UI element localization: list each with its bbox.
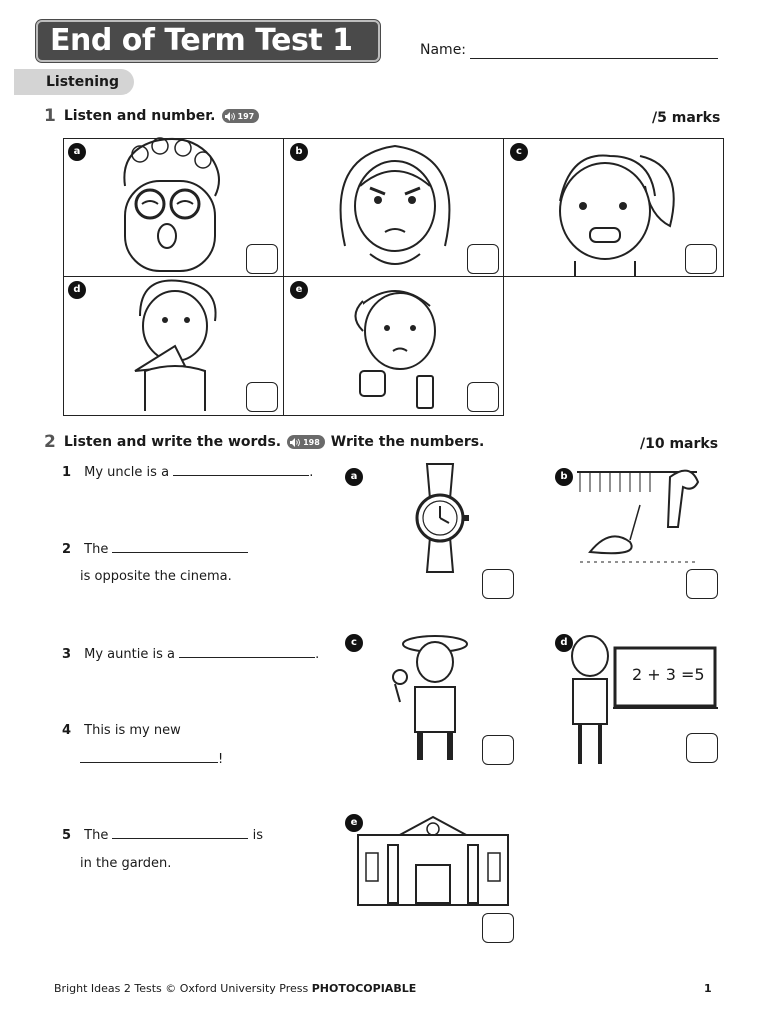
- q1-letter-b: b: [290, 143, 308, 161]
- answer-blank-3[interactable]: [179, 646, 315, 658]
- sentence-5: [62, 827, 263, 843]
- q1-letter-d: d: [68, 281, 86, 299]
- q2-letter-a: a: [345, 468, 363, 486]
- q2-heading: [44, 432, 484, 452]
- answer-blank-5[interactable]: [112, 827, 248, 839]
- q2-instruction-2: Write the numbers.: [330, 434, 485, 450]
- sentence-2-line2: is opposite the cinema.: [80, 569, 232, 584]
- q1-answer-box-c[interactable]: [685, 244, 717, 274]
- q1-instruction: Listen and number.: [63, 108, 216, 124]
- sentence-text: My auntie is a: [84, 647, 175, 662]
- q1-marks: /5 marks: [652, 110, 721, 126]
- q1-letter-a: a: [68, 143, 86, 161]
- q1-heading: [44, 106, 259, 126]
- sentence-end: .: [315, 647, 320, 662]
- q2-letter-c: c: [345, 634, 363, 652]
- sentence-3: [62, 646, 319, 662]
- q2-answer-box-a[interactable]: [482, 569, 514, 599]
- scared-girl-image: [545, 136, 685, 276]
- sentence-text: The: [84, 828, 109, 843]
- q2-letter-b: b: [555, 468, 573, 486]
- name-label: Name:: [420, 42, 467, 58]
- sentence-number: 5: [62, 828, 72, 843]
- sentence-end: .: [309, 465, 314, 480]
- sentence-2: [62, 541, 248, 557]
- answer-blank-4[interactable]: [80, 751, 218, 763]
- q2-answer-box-c[interactable]: [482, 735, 514, 765]
- q1-letter-c: c: [510, 143, 528, 161]
- boy-glasses-image: [115, 136, 225, 276]
- speaker-icon: [290, 438, 300, 447]
- footer-copyright: Bright Ideas 2 Tests © Oxford University Press: [54, 982, 309, 995]
- track-number: 197: [237, 111, 255, 121]
- park-umbrella-image: [575, 462, 700, 572]
- q2-instruction: Listen and write the words.: [63, 434, 282, 450]
- sentence-number: 1: [62, 465, 72, 480]
- sentence-4-line2: [80, 751, 223, 767]
- sentence-end: is: [252, 828, 263, 843]
- boy-pizza-image: [125, 276, 225, 414]
- sad-girl-image: [345, 276, 445, 414]
- sentence-end: !: [218, 752, 224, 767]
- q1-letter-e: e: [290, 281, 308, 299]
- sentence-1: [62, 464, 313, 480]
- q1-answer-box-a[interactable]: [246, 244, 278, 274]
- sentence-number: 2: [62, 542, 72, 557]
- q1-answer-box-d[interactable]: [246, 382, 278, 412]
- q2-answer-box-d[interactable]: [686, 733, 718, 763]
- audio-badge[interactable]: [287, 435, 325, 449]
- page-number: 1: [704, 982, 712, 995]
- museum-image: [356, 815, 511, 907]
- audio-badge[interactable]: [222, 109, 260, 123]
- page-title: End of Term Test 1: [36, 20, 380, 62]
- q1-answer-box-e[interactable]: [467, 382, 499, 412]
- q2-marks: /10 marks: [640, 436, 719, 452]
- section-tab-listening: Listening: [14, 69, 134, 95]
- sentence-4: [62, 723, 181, 738]
- footer-photocopiable: PHOTOCOPIABLE: [311, 982, 417, 995]
- blackboard-text: 2 + 3 =5: [632, 665, 705, 684]
- angry-girl-image: [330, 136, 460, 276]
- sentence-text: My uncle is a: [84, 465, 170, 480]
- sentence-text: This is my new: [84, 723, 181, 738]
- answer-blank-1[interactable]: [173, 464, 309, 476]
- q2-letter-d: d: [555, 634, 573, 652]
- footer: [54, 982, 416, 995]
- q2-letter-e: e: [345, 814, 363, 832]
- sentence-number: 3: [62, 647, 72, 662]
- q1-answer-box-b[interactable]: [467, 244, 499, 274]
- speaker-icon: [225, 112, 235, 121]
- sentence-5-line2: in the garden.: [80, 856, 172, 871]
- sentence-number: 4: [62, 723, 72, 738]
- q2-number: 2: [44, 432, 56, 452]
- answer-blank-2[interactable]: [112, 541, 248, 553]
- sentence-text: The: [84, 542, 109, 557]
- q2-answer-box-e[interactable]: [482, 913, 514, 943]
- track-number: 198: [303, 437, 320, 447]
- zookeeper-image: [385, 632, 475, 766]
- q1-number: 1: [44, 106, 56, 126]
- name-field[interactable]: [470, 58, 718, 59]
- q2-answer-box-b[interactable]: [686, 569, 718, 599]
- watch-image: [405, 462, 475, 574]
